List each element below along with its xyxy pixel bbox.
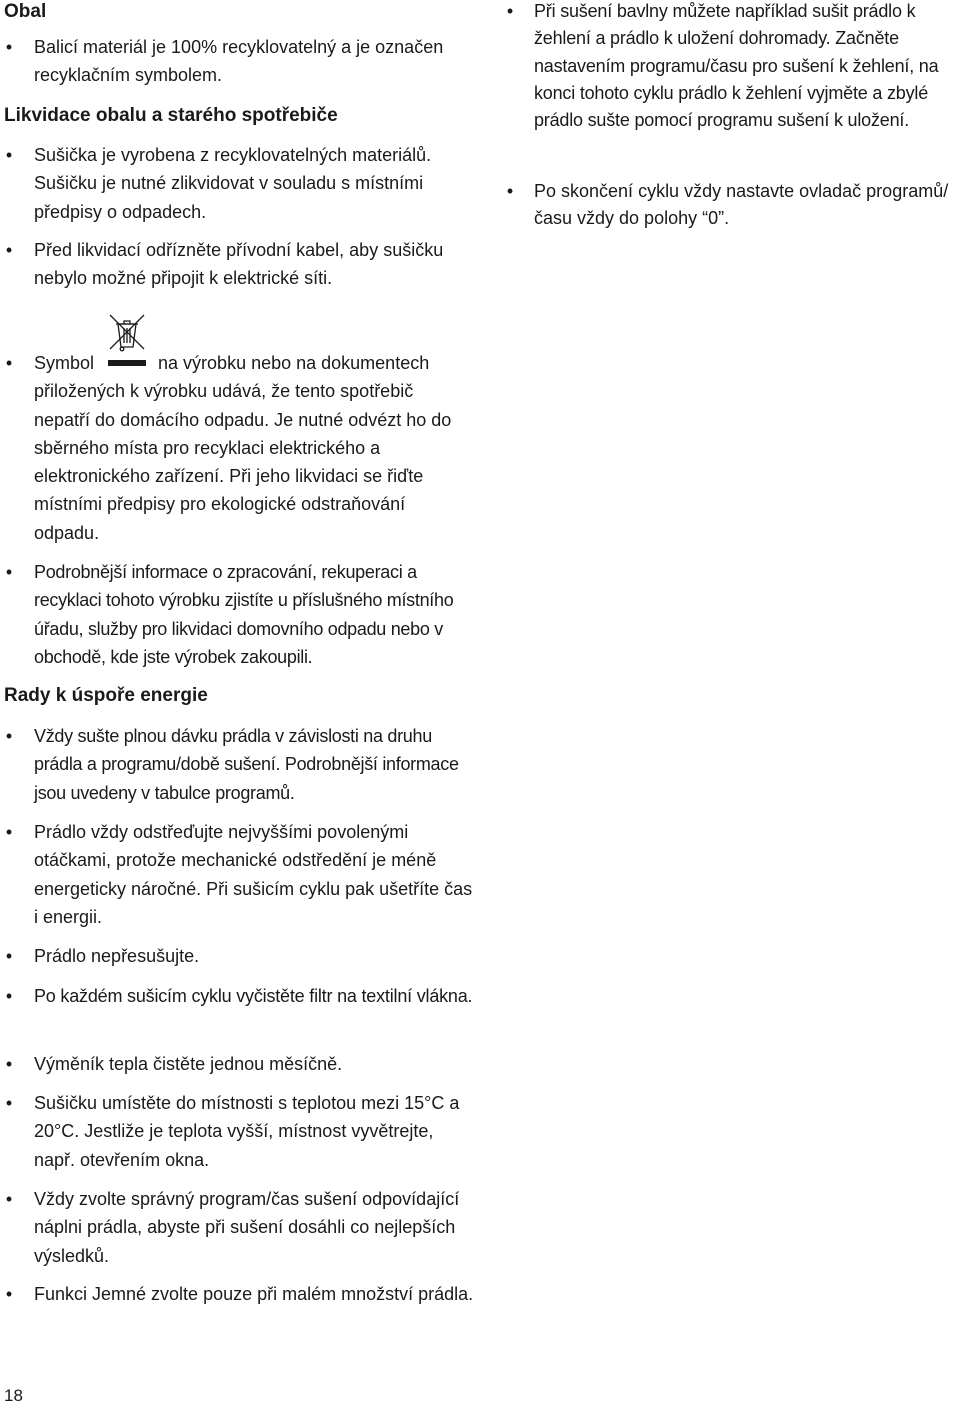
list-item-text: Výměník tepla čistěte jednou měsíčně. <box>34 1054 343 1074</box>
list-item <box>4 982 474 1010</box>
bullet: • <box>5 986 13 1006</box>
crossed-out-wheelie-bin-icon <box>104 349 150 369</box>
list-item-text: Vždy sušte plnou dávku prádla v závislosti na druhu prádla a programu/době sušení. Podrobnější informace jsou uvedeny v tabulce programů. <box>34 726 459 803</box>
list-item <box>4 722 474 807</box>
list-item-text: Balicí materiál je 100% recyklovatelný a je označen recyklačním symbolem. <box>34 37 444 86</box>
symbol-item-text: na výrobku nebo na dokumentech přiložených k výrobku udává, že tento spotřebič nepatří do domácího odpadu. Je nutné odvézt ho do sběrného místa pro recyklaci elektrického a elektronického zařízení. Při jeho likvidaci se řiďte místními předpisy pro ekologické odstraňování odpadu. <box>34 353 452 543</box>
bullet: • <box>5 353 13 373</box>
bullet: • <box>506 1 514 21</box>
bullet: • <box>5 562 13 582</box>
bullet: • <box>5 1189 13 1209</box>
bullet: • <box>5 1054 13 1074</box>
list-item-text: Prádlo vždy odstřeďujte nejvyššími povolenými otáčkami, protože mechanické odstředění je méně energeticky náročné. Při sušicím cyklu pak ušetříte čas i energii. <box>34 822 473 927</box>
list-item <box>4 236 474 293</box>
bullet: • <box>5 240 13 260</box>
list-item-text: Sušička je vyrobena z recyklovatelných materiálů. Sušičku je nutné zlikvidovat v souladu s místními předpisy o odpadech. <box>34 145 432 222</box>
list-item-text: Při sušení bavlny můžete například sušit prádlo k žehlení a prádlo k uložení dohromady. Začněte nastavením programu/času pro sušení k žehlení, na konci tohoto cyklu prádlo k žehlení vyjměte a zbylé prádlo sušte pomocí programu sušení k uložení. <box>534 1 939 131</box>
list-item-text: Před likvidací odřízněte přívodní kabel, aby sušičku nebylo možné připojit k elektrické síti. <box>34 240 444 289</box>
list-item-text: Vždy zvolte správný program/čas sušení odpovídající náplni prádla, abyste při sušení dosáhli co nejlepších výsledků. <box>34 1189 460 1266</box>
list-item-text: Prádlo nepřesušujte. <box>34 946 200 966</box>
bullet: • <box>5 1093 13 1113</box>
section-heading-obal: Obal <box>4 1 47 22</box>
list-item-text: Po skončení cyklu vždy nastavte ovladač programů/času vždy do polohy “0”. <box>534 181 949 229</box>
list-item <box>4 942 474 970</box>
list-item <box>4 1185 474 1270</box>
page-number: 18 <box>4 1386 23 1405</box>
symbol-word: Symbol <box>34 353 95 373</box>
section-heading-likvidace: Likvidace obalu a starého spotřebiče <box>4 105 338 126</box>
list-item-text: Funkci Jemné zvolte pouze při malém množství prádla. <box>34 1284 474 1304</box>
list-item <box>4 1089 474 1174</box>
bullet: • <box>5 1284 13 1304</box>
list-item-text <box>34 349 474 547</box>
bullet: • <box>5 946 13 966</box>
list-item <box>4 558 474 671</box>
list-item-weee-symbol <box>4 349 474 547</box>
list-item-text: Po každém sušicím cyklu vyčistěte filtr na textilní vlákna. <box>34 986 473 1006</box>
list-item <box>4 818 474 931</box>
bullet: • <box>5 37 13 57</box>
list-item <box>4 141 474 226</box>
list-item <box>4 33 474 90</box>
bullet: • <box>5 145 13 165</box>
bullet: • <box>5 822 13 842</box>
list-item <box>4 1050 474 1078</box>
list-item-text: Podrobnější informace o zpracování, rekuperaci a recyklaci tohoto výrobku zjistíte u příslušného místního úřadu, služby pro likvidaci domovního odpadu nebo v obchodě, kde jste výrobek zakoupili. <box>34 562 454 667</box>
list-item <box>505 0 960 134</box>
list-item-text: Sušičku umístěte do místnosti s teplotou mezi 15°C a 20°C. Jestliže je teplota vyšší, místnost vyvětrejte, např. otevřením okna. <box>34 1093 460 1170</box>
list-item <box>4 1280 474 1308</box>
bullet: • <box>506 181 514 201</box>
section-heading-energie: Rady k úspoře energie <box>4 685 208 706</box>
list-item <box>505 178 960 233</box>
bullet: • <box>5 726 13 746</box>
